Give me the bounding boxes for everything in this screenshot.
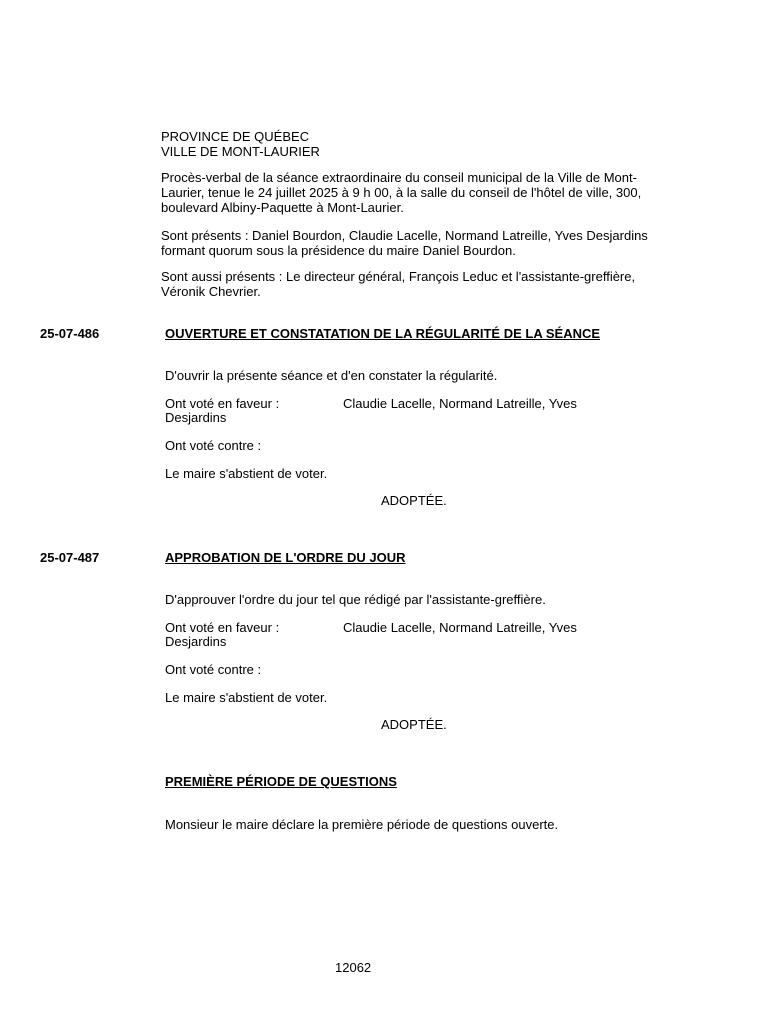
result-adoptee: ADOPTÉE. <box>381 717 447 732</box>
vote-pour-names-cont: Desjardins <box>165 634 227 649</box>
vote-contre-label: Ont voté contre : <box>165 662 262 677</box>
ville-label: VILLE DE MONT-LAURIER <box>161 144 320 159</box>
abstention-line: Le maire s'abstient de voter. <box>165 690 328 705</box>
result-adoptee: ADOPTÉE. <box>381 493 447 508</box>
resolution-body: D'approuver l'ordre du jour tel que rédigé par l'assistante-greffière. <box>165 592 546 607</box>
vote-pour-label: Ont voté en faveur : <box>165 620 280 635</box>
header-block <box>161 129 661 159</box>
resolution-number: 25-07-486 <box>40 326 100 341</box>
vote-pour-label: Ont voté en faveur : <box>165 396 280 411</box>
vote-contre-label: Ont voté contre : <box>165 438 262 453</box>
questions-title: PREMIÈRE PÉRIODE DE QUESTIONS <box>165 774 397 789</box>
province-label: PROVINCE DE QUÉBEC <box>161 129 310 144</box>
presents-paragraph: Sont présents : Daniel Bourdon, Claudie Lacelle, Normand Latreille, Yves Desjardins formant quorum sous la présidence du maire Daniel Bourdon. <box>161 228 648 258</box>
vote-pour-names: Claudie Lacelle, Normand Latreille, Yves <box>343 396 577 411</box>
resolution-title: APPROBATION DE L'ORDRE DU JOUR <box>165 550 406 565</box>
resolution-body: D'ouvrir la présente séance et d'en constater la régularité. <box>165 368 498 383</box>
vote-pour-names-cont: Desjardins <box>165 410 227 425</box>
resolution-number: 25-07-487 <box>40 550 100 565</box>
page-number: 12062 <box>335 960 372 975</box>
proces-verbal-paragraph: Procès-verbal de la séance extraordinaire du conseil municipal de la Ville de Mont-Laurier, tenue le 24 juillet 2025 à 9 h 00, à la salle du conseil de l'hôtel de ville, 300, boulevard Albiny-Paquette à Mont-Laurier. <box>161 170 642 215</box>
aussi-presents-paragraph: Sont aussi présents : Le directeur général, François Leduc et l'assistante-greffière, Véronik Chevrier. <box>161 269 636 299</box>
resolution-title: OUVERTURE ET CONSTATATION DE LA RÉGULARITÉ DE LA SÉANCE <box>165 326 601 341</box>
abstention-line: Le maire s'abstient de voter. <box>165 466 328 481</box>
questions-body: Monsieur le maire déclare la première période de questions ouverte. <box>165 817 559 832</box>
vote-pour-names: Claudie Lacelle, Normand Latreille, Yves <box>343 620 577 635</box>
